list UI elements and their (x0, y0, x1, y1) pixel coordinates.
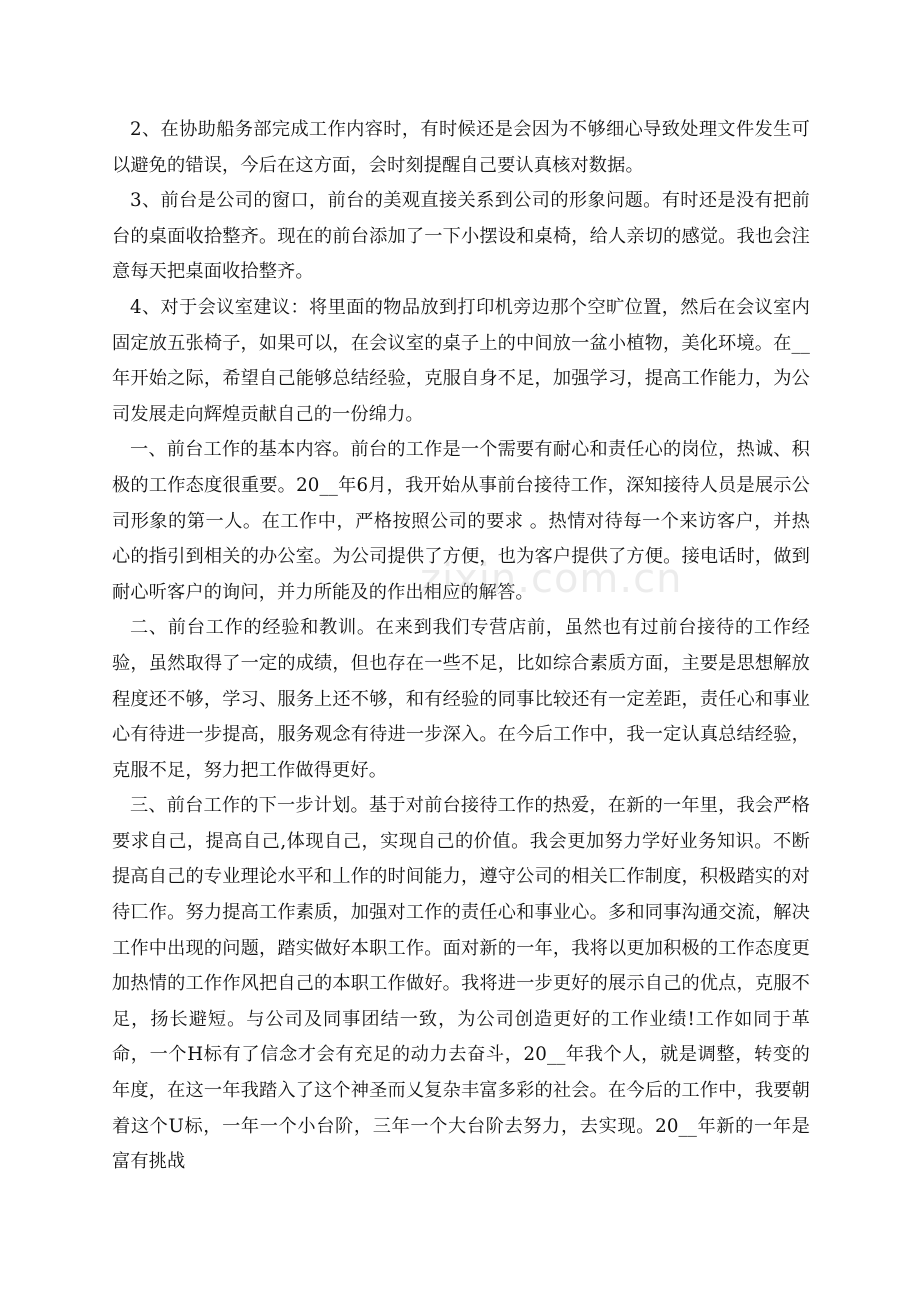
paragraph-section-2: 二、前台工作的经验和教训。在来到我们专营店前，虽然也有过前台接待的工作经验，虽然取得了一定的成绩，但也存在一些不足，比如综合素质方面，主要是思想解放程度还不够，学习、服务上还不够，和有经验的同事比较还有一定差距，责任心和事业心有待进一步提高，服务观念有待进一步深入。在今后工作中，我一定认真总结经验，克服不足，努力把工作做得更好。 (112, 617, 810, 781)
paragraph-section-1: 一、前台工作的基本内容。前台的工作是一个需要有耐心和责任心的岗位，热诚、积极的工作态度很重要。20__年6月，我开始从事前台接待工作，深知接待人员是展示公司形象的第一人。在工作中，严格按照公司的要求 。热情对待每一个来访客户，并热心的指引到相关的办公室。为公司提供了方便，也为客户提供了方便。接电话时，做到耐心听客户的询问，并力所能及的作出相应的解答。 (112, 439, 810, 603)
watermark: zixin.com.cn (420, 556, 683, 602)
paragraph-item-4: 4、对于会议室建议：将里面的物品放到打印机旁边那个空旷位置，然后在会议室内固定放五张椅子，如果可以，在会议室的桌子上的中间放一盆小植物，美化环境。在__年开始之际，希望自己能够总结经验，克服自身不足，加强学习，提高工作能力，为公司发展走向辉煌贡献自己的一份绵力。 (112, 296, 810, 425)
paragraph-item-2: 2、在协助船务部完成工作内容时，有时候还是会因为不够细心导致处理文件发生可以避免的错误，今后在这方面，会时刻提醒自己要认真核对数据。 (112, 119, 810, 176)
document-body (112, 112, 810, 1180)
paragraph-section-3: 三、前台工作的下一步计划。基于对前台接待工作的热爱，在新的一年里，我会严格要求自己，提高自己,体现自己，实现自己的价值。我会更加努力学好业务知识。不断提高自己的专业理论水平和丄作的时间能力，遵守公司的相关匸作制度，积极踏实的对待匸作。努力提高工作素质，加强对工作的责任心和事业心。多和同事沟通交流，解决工作中出现的问题，踏实做好本职工作。面对新的一年，我将以更加积极的工作态度更加热情的工作作风把自己的本职工作做好。我将进一步更好的展示自己的优点，克服不足，扬长避短。与公司及同事团结一致，为公司创造更好的工作业绩!工作如同于革命，一个H标有了信念才会有充足的动力去奋斗，20__年我个人，就是调整，转变的年度，在这一年我踏入了这个神圣而乂复杂丰富多彩的社会。在今后的工作中，我要朝着这个U标，一年一个小台阶，三年一个大台阶去努力，去实现。20__年新的一年是富有挑战 (112, 795, 810, 1173)
paragraph-item-3: 3、前台是公司的窗口，前台的美观直接关系到公司的形象问题。有时还是没有把前台的桌面收拾整齐。现在的前台添加了一下小摆设和桌椅，给人亲切的感觉。我也会注意每天把桌面收拾整齐。 (112, 190, 810, 283)
